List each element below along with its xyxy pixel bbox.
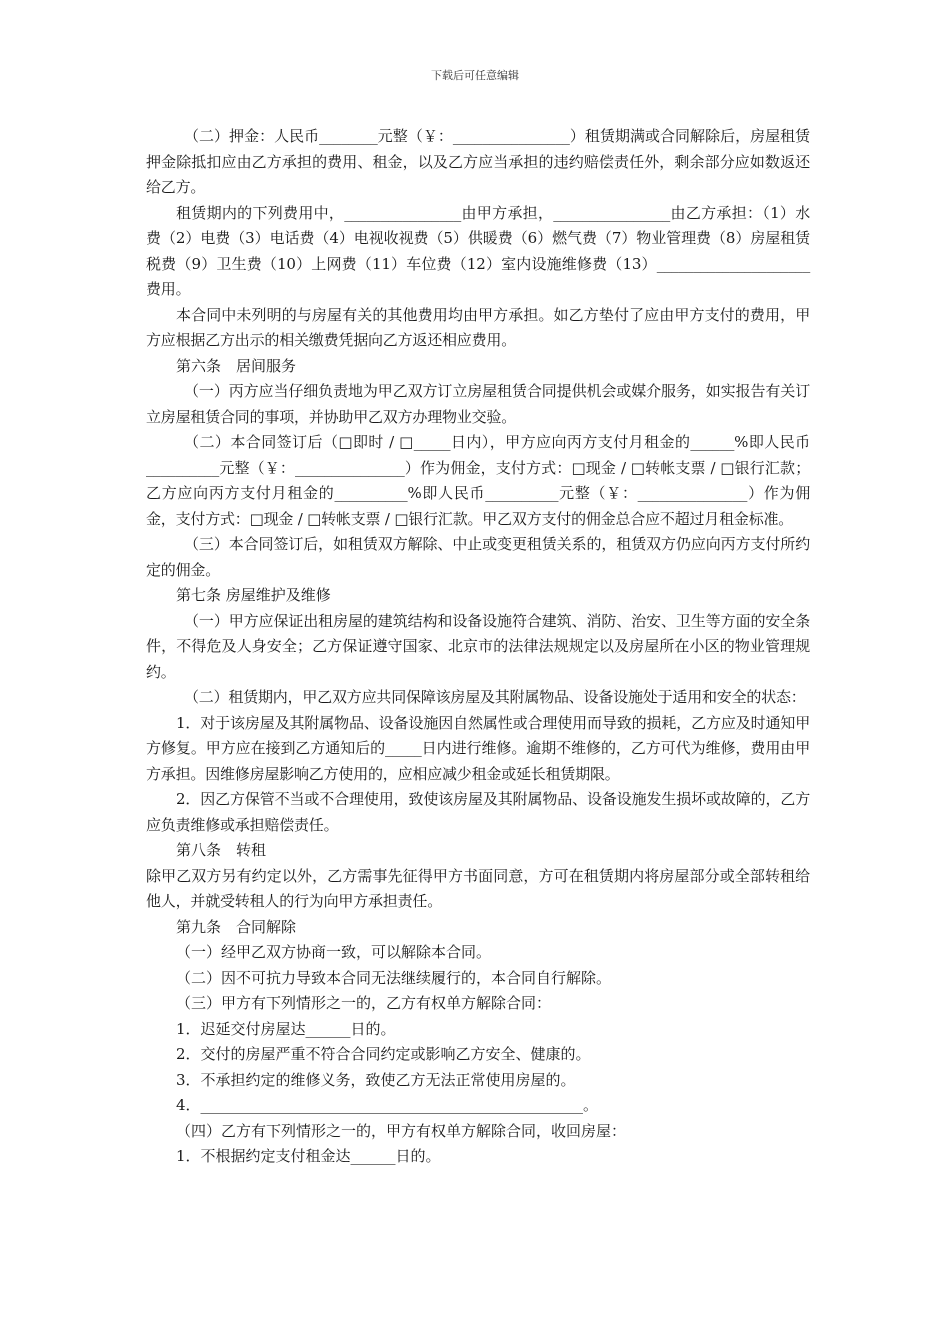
fees-clause: 租赁期内的下列费用中，________________由甲方承担，________________由乙方承担：（1）水费（2）电费（3）电话费（4）电视收视费（5）供暖费（6）燃气费（7）物业管理费（8）房屋租赁税费（9）卫生费（10）上网费（11）车位费（12）室内设施维修费（13）_____________________费用。 bbox=[146, 203, 810, 298]
brokerage-clause-3: （三）本合同签订后，如租赁双方解除、中止或变更租赁关系的，租赁双方仍应向丙方支付所约定的佣金。 bbox=[146, 535, 810, 579]
article-9-heading: 第九条 合同解除 bbox=[176, 917, 297, 936]
termination-clause-1: （一）经甲乙双方协商一致，可以解除本合同。 bbox=[176, 943, 492, 961]
brokerage-clause-2: （二）本合同签订后（□即时 / □_____日内），甲方应向丙方支付月租金的______%即人民币__________元整（￥：_______________）作为佣金，支付方式：□现金 / □转帐支票 / □银行汇款；乙方应向丙方支付月租金的__________%即人民币__________元整（￥：_______________）作为佣金，支付方式：□现金 / □转帐支票 / □银行汇款。甲乙双方支付的佣金总合应不超过月租金标准。 bbox=[146, 433, 810, 528]
maintenance-item-2: 2．因乙方保管不当或不合理使用，致使该房屋及其附属物品、设备设施发生损坏或故障的，乙方应负责维修或承担赔偿责任。 bbox=[146, 790, 810, 834]
contract-body bbox=[146, 124, 810, 1170]
other-fees-clause: 本合同中未列明的与房屋有关的其他费用均由甲方承担。如乙方垫付了应由甲方支付的费用，甲方应根据乙方出示的相关缴费凭据向乙方返还相应费用。 bbox=[146, 305, 810, 349]
termination-clause-4: （四）乙方有下列情形之一的，甲方有权单方解除合同，收回房屋： bbox=[176, 1121, 627, 1140]
termination-item-2: 2．交付的房屋严重不符合合同约定或影响乙方安全、健康的。 bbox=[176, 1045, 591, 1063]
sublease-clause: 除甲乙双方另有约定以外，乙方需事先征得甲方书面同意，方可在租赁期内将房屋部分或全部转租给他人，并就受转租人的行为向甲方承担责任。 bbox=[146, 866, 810, 910]
article-6-heading: 第六条 居间服务 bbox=[176, 356, 297, 375]
termination-clause-3: （三）甲方有下列情形之一的，乙方有权单方解除合同： bbox=[176, 994, 552, 1012]
deposit-clause: （二）押金：人民币________元整（￥：________________）租赁期满或合同解除后，房屋租赁押金除抵扣应由乙方承担的费用、租金，以及乙方应当承担的违约赔偿责任外，剩余部分应如数返还给乙方。 bbox=[146, 127, 810, 196]
termination-item-4-1: 1．不根据约定支付租金达______日的。 bbox=[176, 1147, 441, 1165]
termination-item-4: 4．___________________________________________________。 bbox=[176, 1096, 599, 1114]
maintenance-clause-1: （一）甲方应保证出租房屋的建筑结构和设备设施符合建筑、消防、治安、卫生等方面的安全条件，不得危及人身安全；乙方保证遵守国家、北京市的法律法规规定以及房屋所在小区的物业管理规约。 bbox=[146, 611, 810, 681]
termination-item-3: 3．不承担约定的维修义务，致使乙方无法正常使用房屋的。 bbox=[176, 1070, 576, 1089]
maintenance-item-1: 1．对于该房屋及其附属物品、设备设施因自然属性或合理使用而导致的损耗，乙方应及时通知甲方修复。甲方应在接到乙方通知后的_____日内进行维修。逾期不维修的，乙方可代为维修，费用由甲方承担。因维修房屋影响乙方使用的，应相应减少租金或延长租赁期限。 bbox=[146, 713, 810, 783]
termination-clause-2: （二）因不可抗力导致本合同无法继续履行的，本合同自行解除。 bbox=[176, 968, 612, 987]
article-8-heading: 第八条 转租 bbox=[176, 841, 267, 859]
article-7-heading: 第七条 房屋维护及维修 bbox=[176, 586, 331, 604]
maintenance-clause-2: （二）租赁期内，甲乙双方应共同保障该房屋及其附属物品、设备设施处于适用和安全的状态： bbox=[184, 688, 806, 706]
brokerage-clause-1: （一）丙方应当仔细负责地为甲乙双方订立房屋租赁合同提供机会或媒介服务，如实报告有关订立房屋租赁合同的事项，并协助甲乙双方办理物业交验。 bbox=[146, 382, 810, 426]
termination-item-1: 1．迟延交付房屋达______日的。 bbox=[176, 1019, 396, 1038]
page-header: 下载后可任意编辑 bbox=[431, 69, 519, 82]
